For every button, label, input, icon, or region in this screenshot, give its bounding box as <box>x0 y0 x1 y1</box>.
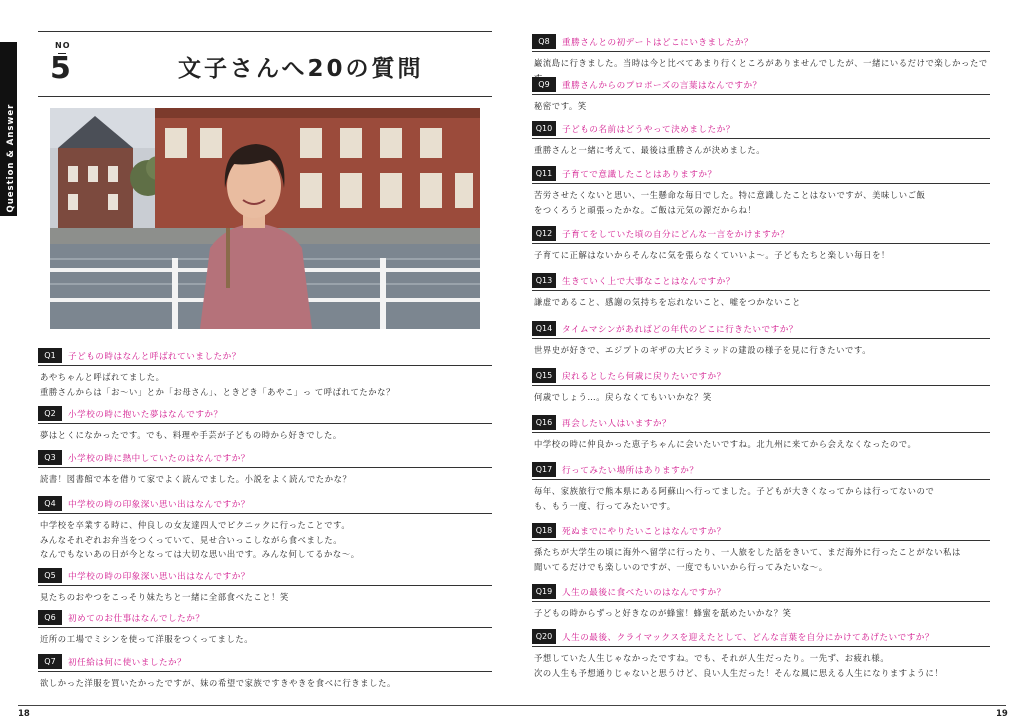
qa-item <box>38 495 492 567</box>
qa-item <box>532 522 990 583</box>
question-number: Q1 <box>38 348 62 363</box>
question-text: 戻れるとしたら何歳に戻りたいですか？ <box>562 371 726 382</box>
answer-text: 苦労させたくないと思い、一生懸命な毎日でした。特に意識したことはないですが、美味しいご飯 をつくろうと頑張ったかな。ご飯は元気の源だからね！ <box>534 190 926 215</box>
qa-item <box>532 414 990 461</box>
question-number: Q15 <box>532 368 556 383</box>
question-text: タイムマシンがあればどの年代のどこに行きたいですか？ <box>562 324 798 335</box>
qa-item <box>532 120 990 165</box>
question-text: 小学校の時に抱いた夢はなんですか？ <box>68 409 223 420</box>
qa-item <box>38 405 492 449</box>
question-number: Q20 <box>532 629 556 644</box>
bottom-rule <box>512 705 1006 706</box>
answer-text: 中学校を卒業する時に、仲良しの女友達四人でピクニックに行ったことです。 みんなそれぞれお弁当をつくっていて、見せ合いっこしながら食べました。 なんでもないあの日が今となっては大切な思い出です。みんな何してるかな〜。 <box>40 520 360 559</box>
answer-text: 予想していた人生じゃなかったですね。でも、それが人生だったり。一先ず、お疲れ様。 次の人生も予想通りじゃないと思うけど、良い人生だった！そんな風に思える人生になりますように！ <box>534 653 944 678</box>
right-page <box>512 0 1024 724</box>
page-number-right: 19 <box>996 709 1008 719</box>
number-label: NO <box>55 41 71 50</box>
question-text: 中学校の時の印象深い思い出はなんですか？ <box>68 571 250 582</box>
qa-item <box>532 367 990 414</box>
qa-item <box>38 609 492 653</box>
question-text: 生きていく上で大事なことはなんですか？ <box>562 276 735 287</box>
left-qa-list <box>38 347 492 693</box>
answer-text: 巌流島に行きました。当時は今と比べてあまり行くところがありませんでしたが、一緒にいるだけで楽しかったで <box>534 58 988 68</box>
bottom-rule <box>18 705 512 706</box>
question-number: Q6 <box>38 610 62 625</box>
question-text: 重勝さんからのプロポーズの言葉はなんですか？ <box>562 80 762 91</box>
qa-item <box>38 347 492 405</box>
question-number: Q4 <box>38 496 62 511</box>
qa-item <box>38 449 492 495</box>
answer-text: 重勝さんと一緒に考えて、最後は重勝さんが決めました。 <box>534 145 766 155</box>
question-number: Q3 <box>38 450 62 465</box>
question-text: 子どもの時はなんと呼ばれていましたか？ <box>68 351 241 362</box>
title-rule <box>38 96 492 97</box>
portrait-photo <box>50 108 480 329</box>
answer-text: 世界史が好きで、エジプトのギザの大ピラミッドの建設の様子を見に行きたいです。 <box>534 345 872 355</box>
qa-item <box>38 653 492 693</box>
answer-text: 秘密です。笑 <box>534 101 587 111</box>
page-number-left: 18 <box>18 709 30 719</box>
question-text: 小学校の時に熱中していたのはなんですか？ <box>68 453 250 464</box>
qa-item <box>532 628 990 688</box>
qa-item <box>532 165 990 225</box>
question-number: Q17 <box>532 462 556 477</box>
qa-item <box>532 225 990 272</box>
question-number: Q12 <box>532 226 556 241</box>
answer-text: 欲しかった洋服を買いたかったですが、妹の希望で家族ですきやきを食べに行きました。 <box>40 678 396 688</box>
question-number: Q7 <box>38 654 62 669</box>
answer-text: 何歳でしょう…。戻らなくてもいいかな？笑 <box>534 392 712 402</box>
section-number: 5 <box>50 51 71 86</box>
qa-item <box>532 583 990 628</box>
question-text: 人生の最後に食べたいのはなんですか？ <box>562 587 726 598</box>
question-number: Q9 <box>532 77 556 92</box>
question-text: 子育てをしていた頃の自分にどんな一言をかけますか？ <box>562 229 790 240</box>
question-text: 中学校の時の印象深い思い出はなんですか？ <box>68 499 250 510</box>
qa-item <box>532 272 990 320</box>
question-text: 行ってみたい場所はありますか？ <box>562 465 699 476</box>
question-text: 死ぬまでにやりたいことはなんですか？ <box>562 526 726 537</box>
qa-item <box>532 320 990 367</box>
question-text: 初めてのお仕事はなんでしたか？ <box>68 613 205 624</box>
answer-text: 見たちのおやつをこっそり妹たちと一緒に全部食べたこと！笑 <box>40 592 289 602</box>
qa-item <box>38 567 492 609</box>
section-tab-label: 05 Question & Answer <box>6 103 16 231</box>
answer-text: あやちゃんと呼ばれてました。 重勝さんからは「お〜い」とか「お母さん」、ときどき「あやこ」っ て呼ばれてたかな？ <box>40 372 395 397</box>
answer-text: 子育てに正解はないからそんなに気を張らなくていいよ〜。子どもたちと楽しい毎日を！ <box>534 250 890 260</box>
question-number: Q16 <box>532 415 556 430</box>
question-number: Q19 <box>532 584 556 599</box>
answer-text: 近所の工場でミシンを使って洋服をつくってました。 <box>40 634 254 644</box>
question-text: 再会したい人はいますか？ <box>562 418 672 429</box>
question-number: Q11 <box>532 166 556 181</box>
qa-item <box>532 76 990 120</box>
question-text: 重勝さんとの初デートはどこにいきましたか？ <box>562 37 753 48</box>
answer-text: 孫たちが大学生の頃に海外へ留学に行ったり、一人旅をした話をきいて、まだ海外に行ったことがない私は 聞いてるだけでも楽しいのですが、一度でもいいから行ってみたいな〜。 <box>534 547 961 572</box>
answer-text: 読書！図書館で本を借りて家でよく読んでました。小説をよく読んでたかな？ <box>40 474 352 484</box>
question-text: 子どもの名前はどうやって決めましたか？ <box>562 124 735 135</box>
photo-illustration <box>50 108 480 329</box>
question-text: 人生の最後、クライマックスを迎えたとして、どんな言葉を自分にかけてあげたいですか？ <box>562 632 934 643</box>
question-text: 初任給は何に使いましたか？ <box>68 657 187 668</box>
page-title: 文子さんへ20の質問 <box>178 56 424 82</box>
question-number: Q18 <box>532 523 556 538</box>
question-text: 子育てで意識したことはありますか？ <box>562 169 717 180</box>
question-number: Q2 <box>38 406 62 421</box>
qa-item <box>532 33 990 76</box>
question-number: Q10 <box>532 121 556 136</box>
answer-text: 夢はとくになかったです。でも、料理や手芸が子どもの時から好きでした。 <box>40 430 342 440</box>
qa-item <box>532 461 990 522</box>
right-qa-list <box>532 33 990 688</box>
top-rule <box>38 31 492 32</box>
answer-text: 毎年、家族旅行で熊本県にある阿蘇山へ行ってました。子どもが大きくなってからは行ってないので も、もう一度、行ってみたいです。 <box>534 486 935 511</box>
answer-text: 中学校の時に仲良かった恵子ちゃんに会いたいですね。北九州に来てから会えなくなったので。 <box>534 439 917 449</box>
answer-text: 謙虚であること、感謝の気持ちを忘れないこと、嘘をつかないこと <box>534 297 801 307</box>
question-number: Q8 <box>532 34 556 49</box>
question-number: Q5 <box>38 568 62 583</box>
question-number: Q14 <box>532 321 556 336</box>
answer-text: 子どもの時からずっと好きなのが蜂蜜！蜂蜜を舐めたいかな？笑 <box>534 608 792 618</box>
section-tab <box>0 42 17 231</box>
question-number: Q13 <box>532 273 556 288</box>
